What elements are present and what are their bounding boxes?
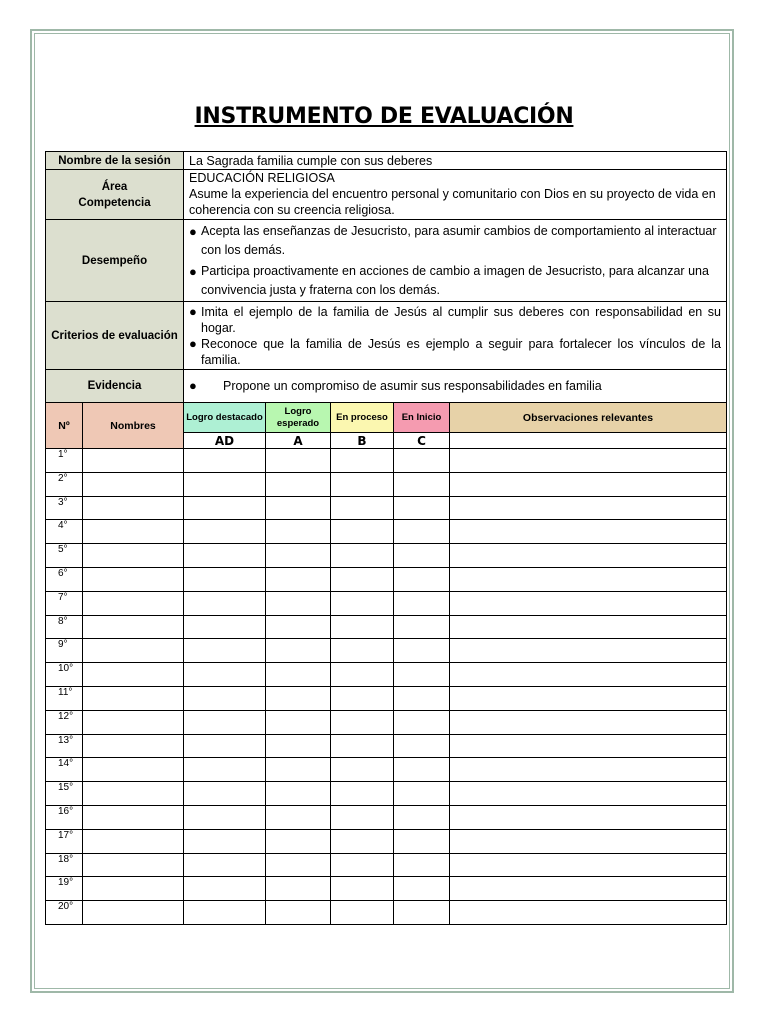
session-row <box>46 152 727 170</box>
cell-a[interactable] <box>266 472 331 496</box>
cell-c[interactable] <box>394 782 450 806</box>
student-row <box>46 805 727 829</box>
session-label: Nombre de la sesión <box>46 152 184 170</box>
criterio-text: Imita el ejemplo de la familia de Jesús al cumplir sus deberes con responsabilidad en su hogar. <box>201 304 721 335</box>
student-row <box>46 829 727 853</box>
desempeno-row <box>46 220 727 302</box>
header-logro-destacado: Logro destacado <box>184 403 266 433</box>
cell-nombres[interactable] <box>83 663 184 687</box>
student-row <box>46 686 727 710</box>
cell-b[interactable] <box>331 567 394 591</box>
cell-c[interactable] <box>394 591 450 615</box>
cell-obs[interactable] <box>450 686 727 710</box>
cell-c[interactable] <box>394 686 450 710</box>
code-a: A <box>266 433 331 449</box>
cell-b[interactable] <box>331 877 394 901</box>
cell-a[interactable] <box>266 686 331 710</box>
cell-nombres[interactable] <box>83 472 184 496</box>
cell-b[interactable] <box>331 901 394 925</box>
cell-c[interactable] <box>394 567 450 591</box>
cell-obs[interactable] <box>450 472 727 496</box>
header-nombres: Nombres <box>83 403 184 449</box>
row-number: 16° <box>46 805 83 829</box>
cell-c[interactable] <box>394 520 450 544</box>
cell-ad[interactable] <box>184 901 266 925</box>
cell-b[interactable] <box>331 639 394 663</box>
header-number: Nº <box>46 403 83 449</box>
evidencia-label: Evidencia <box>46 370 184 403</box>
cell-c[interactable] <box>394 758 450 782</box>
cell-ad[interactable] <box>184 782 266 806</box>
cell-a[interactable] <box>266 567 331 591</box>
cell-nombres[interactable] <box>83 877 184 901</box>
cell-c[interactable] <box>394 544 450 568</box>
cell-ad[interactable] <box>184 472 266 496</box>
cell-c[interactable] <box>394 663 450 687</box>
cell-a[interactable] <box>266 853 331 877</box>
cell-b[interactable] <box>331 805 394 829</box>
cell-b[interactable] <box>331 520 394 544</box>
cell-c[interactable] <box>394 639 450 663</box>
row-number: 12° <box>46 710 83 734</box>
bullet-icon: ● <box>189 335 197 351</box>
row-number: 14° <box>46 758 83 782</box>
bullet-icon: ● <box>189 223 197 239</box>
row-number: 1° <box>46 449 83 473</box>
header-logro-esperado: Logro esperado <box>266 403 331 433</box>
header-observaciones: Observaciones relevantes <box>450 403 727 433</box>
student-row <box>46 520 727 544</box>
area-value-cell <box>184 170 727 220</box>
cell-obs[interactable] <box>450 544 727 568</box>
cell-ad[interactable] <box>184 758 266 782</box>
cell-ad[interactable] <box>184 829 266 853</box>
row-number: 3° <box>46 496 83 520</box>
cell-b[interactable] <box>331 449 394 473</box>
cell-ad[interactable] <box>184 520 266 544</box>
cell-ad[interactable] <box>184 877 266 901</box>
cell-c[interactable] <box>394 829 450 853</box>
cell-ad[interactable] <box>184 734 266 758</box>
cell-obs[interactable] <box>450 734 727 758</box>
student-row <box>46 782 727 806</box>
cell-ad[interactable] <box>184 686 266 710</box>
row-number: 20° <box>46 901 83 925</box>
student-row <box>46 615 727 639</box>
cell-obs[interactable] <box>450 901 727 925</box>
evidencia-text: Propone un compromiso de asumir sus responsabilidades en familia <box>223 379 602 393</box>
cell-b[interactable] <box>331 615 394 639</box>
row-number: 2° <box>46 472 83 496</box>
cell-obs[interactable] <box>450 805 727 829</box>
desempeno-label: Desempeño <box>46 220 184 302</box>
cell-nombres[interactable] <box>83 829 184 853</box>
cell-c[interactable] <box>394 496 450 520</box>
cell-b[interactable] <box>331 710 394 734</box>
cell-obs[interactable] <box>450 829 727 853</box>
bullet-icon: ● <box>189 263 197 279</box>
cell-obs[interactable] <box>450 496 727 520</box>
cell-ad[interactable] <box>184 544 266 568</box>
cell-b[interactable] <box>331 663 394 687</box>
row-number: 13° <box>46 734 83 758</box>
cell-c[interactable] <box>394 734 450 758</box>
session-value: La Sagrada familia cumple con sus deberes <box>184 152 727 170</box>
cell-nombres[interactable] <box>83 615 184 639</box>
bullet-icon: ● <box>189 378 197 393</box>
desempeno-text: Acepta las enseñanzas de Jesucristo, para asumir cambios de comportamiento al interactuar con los demás. <box>201 223 717 257</box>
cell-nombres[interactable] <box>83 639 184 663</box>
cell-obs[interactable] <box>450 639 727 663</box>
cell-a[interactable] <box>266 877 331 901</box>
desempeno-cell <box>184 220 727 302</box>
student-row <box>46 877 727 901</box>
grid-header-row <box>46 403 727 433</box>
evidencia-cell <box>184 370 727 403</box>
criterio-item <box>189 304 721 336</box>
cell-a[interactable] <box>266 734 331 758</box>
desempeno-text: Participa proactivamente en acciones de cambio a imagen de Jesucristo, para alcanzar una convivencia justa y fraterna con los demás. <box>201 263 709 297</box>
cell-nombres[interactable] <box>83 758 184 782</box>
cell-c[interactable] <box>394 877 450 901</box>
row-number: 17° <box>46 829 83 853</box>
cell-nombres[interactable] <box>83 591 184 615</box>
area-label: Área <box>101 180 128 193</box>
cell-c[interactable] <box>394 615 450 639</box>
cell-ad[interactable] <box>184 591 266 615</box>
cell-ad[interactable] <box>184 639 266 663</box>
student-row <box>46 734 727 758</box>
desempeno-item <box>189 222 721 260</box>
cell-ad[interactable] <box>184 805 266 829</box>
cell-ad[interactable] <box>184 853 266 877</box>
cell-c[interactable] <box>394 901 450 925</box>
cell-b[interactable] <box>331 591 394 615</box>
code-b: B <box>331 433 394 449</box>
cell-b[interactable] <box>331 829 394 853</box>
page-title: INSTRUMENTO DE EVALUACIÓN <box>194 104 574 129</box>
cell-a[interactable] <box>266 520 331 544</box>
student-row <box>46 663 727 687</box>
row-number: 9° <box>46 639 83 663</box>
row-number: 6° <box>46 567 83 591</box>
cell-nombres[interactable] <box>83 805 184 829</box>
cell-a[interactable] <box>266 663 331 687</box>
student-row <box>46 472 727 496</box>
cell-b[interactable] <box>331 544 394 568</box>
cell-obs[interactable] <box>450 782 727 806</box>
cell-nombres[interactable] <box>83 686 184 710</box>
evaluation-grid <box>45 402 727 925</box>
info-table <box>45 151 727 403</box>
cell-nombres[interactable] <box>83 853 184 877</box>
student-row <box>46 639 727 663</box>
student-row <box>46 496 727 520</box>
cell-ad[interactable] <box>184 449 266 473</box>
row-number: 8° <box>46 615 83 639</box>
cell-nombres[interactable] <box>83 520 184 544</box>
student-row <box>46 567 727 591</box>
criterios-row <box>46 302 727 370</box>
row-number: 10° <box>46 663 83 687</box>
cell-obs[interactable] <box>450 663 727 687</box>
student-row <box>46 901 727 925</box>
criterio-item <box>189 336 721 368</box>
cell-nombres[interactable] <box>83 782 184 806</box>
code-ad: AD <box>184 433 266 449</box>
cell-a[interactable] <box>266 449 331 473</box>
cell-c[interactable] <box>394 805 450 829</box>
student-row <box>46 544 727 568</box>
cell-ad[interactable] <box>184 567 266 591</box>
cell-a[interactable] <box>266 829 331 853</box>
cell-a[interactable] <box>266 901 331 925</box>
cell-c[interactable] <box>394 710 450 734</box>
student-row <box>46 591 727 615</box>
cell-obs[interactable] <box>450 591 727 615</box>
code-c: C <box>394 433 450 449</box>
cell-b[interactable] <box>331 758 394 782</box>
cell-a[interactable] <box>266 805 331 829</box>
cell-obs[interactable] <box>450 758 727 782</box>
cell-ad[interactable] <box>184 663 266 687</box>
criterio-text: Reconoce que la familia de Jesús es ejemplo a seguir para fortalecer los vínculos de la familia. <box>201 336 721 367</box>
cell-b[interactable] <box>331 782 394 806</box>
cell-obs[interactable] <box>450 449 727 473</box>
student-row <box>46 853 727 877</box>
student-row <box>46 758 727 782</box>
cell-obs[interactable] <box>450 853 727 877</box>
bullet-icon: ● <box>189 303 197 319</box>
row-number: 18° <box>46 853 83 877</box>
cell-ad[interactable] <box>184 615 266 639</box>
cell-a[interactable] <box>266 591 331 615</box>
desempeno-item <box>189 262 721 300</box>
cell-a[interactable] <box>266 544 331 568</box>
cell-c[interactable] <box>394 853 450 877</box>
cell-a[interactable] <box>266 615 331 639</box>
cell-a[interactable] <box>266 782 331 806</box>
cell-nombres[interactable] <box>83 734 184 758</box>
cell-a[interactable] <box>266 639 331 663</box>
area-value: EDUCACIÓN RELIGIOSA <box>189 171 335 185</box>
cell-b[interactable] <box>331 853 394 877</box>
row-number: 11° <box>46 686 83 710</box>
cell-b[interactable] <box>331 734 394 758</box>
competencia-value: Asume la experiencia del encuentro personal y comunitario con Dios en su proyecto de vida en coherencia con su creencia religiosa. <box>189 187 716 217</box>
cell-a[interactable] <box>266 758 331 782</box>
cell-nombres[interactable] <box>83 710 184 734</box>
area-row <box>46 170 727 220</box>
cell-ad[interactable] <box>184 496 266 520</box>
student-row <box>46 449 727 473</box>
student-row <box>46 710 727 734</box>
cell-b[interactable] <box>331 472 394 496</box>
cell-b[interactable] <box>331 686 394 710</box>
row-number: 5° <box>46 544 83 568</box>
row-number: 15° <box>46 782 83 806</box>
cell-c[interactable] <box>394 449 450 473</box>
evidencia-item <box>189 378 721 394</box>
cell-nombres[interactable] <box>83 496 184 520</box>
area-label-cell <box>46 170 184 220</box>
row-number: 19° <box>46 877 83 901</box>
cell-nombres[interactable] <box>83 544 184 568</box>
cell-obs[interactable] <box>450 520 727 544</box>
cell-obs[interactable] <box>450 615 727 639</box>
row-number: 4° <box>46 520 83 544</box>
competencia-label: Competencia <box>78 196 151 209</box>
cell-obs[interactable] <box>450 710 727 734</box>
header-en-inicio: En Inicio <box>394 403 450 433</box>
cell-a[interactable] <box>266 496 331 520</box>
cell-nombres[interactable] <box>83 567 184 591</box>
header-en-proceso: En proceso <box>331 403 394 433</box>
cell-obs[interactable] <box>450 567 727 591</box>
criterios-cell <box>184 302 727 370</box>
row-number: 7° <box>46 591 83 615</box>
cell-obs[interactable] <box>450 877 727 901</box>
cell-nombres[interactable] <box>83 901 184 925</box>
cell-c[interactable] <box>394 472 450 496</box>
cell-a[interactable] <box>266 710 331 734</box>
code-obs-blank <box>450 433 727 449</box>
evidencia-row <box>46 370 727 403</box>
cell-nombres[interactable] <box>83 449 184 473</box>
cell-ad[interactable] <box>184 710 266 734</box>
cell-b[interactable] <box>331 496 394 520</box>
criterios-label: Criterios de evaluación <box>46 302 184 370</box>
